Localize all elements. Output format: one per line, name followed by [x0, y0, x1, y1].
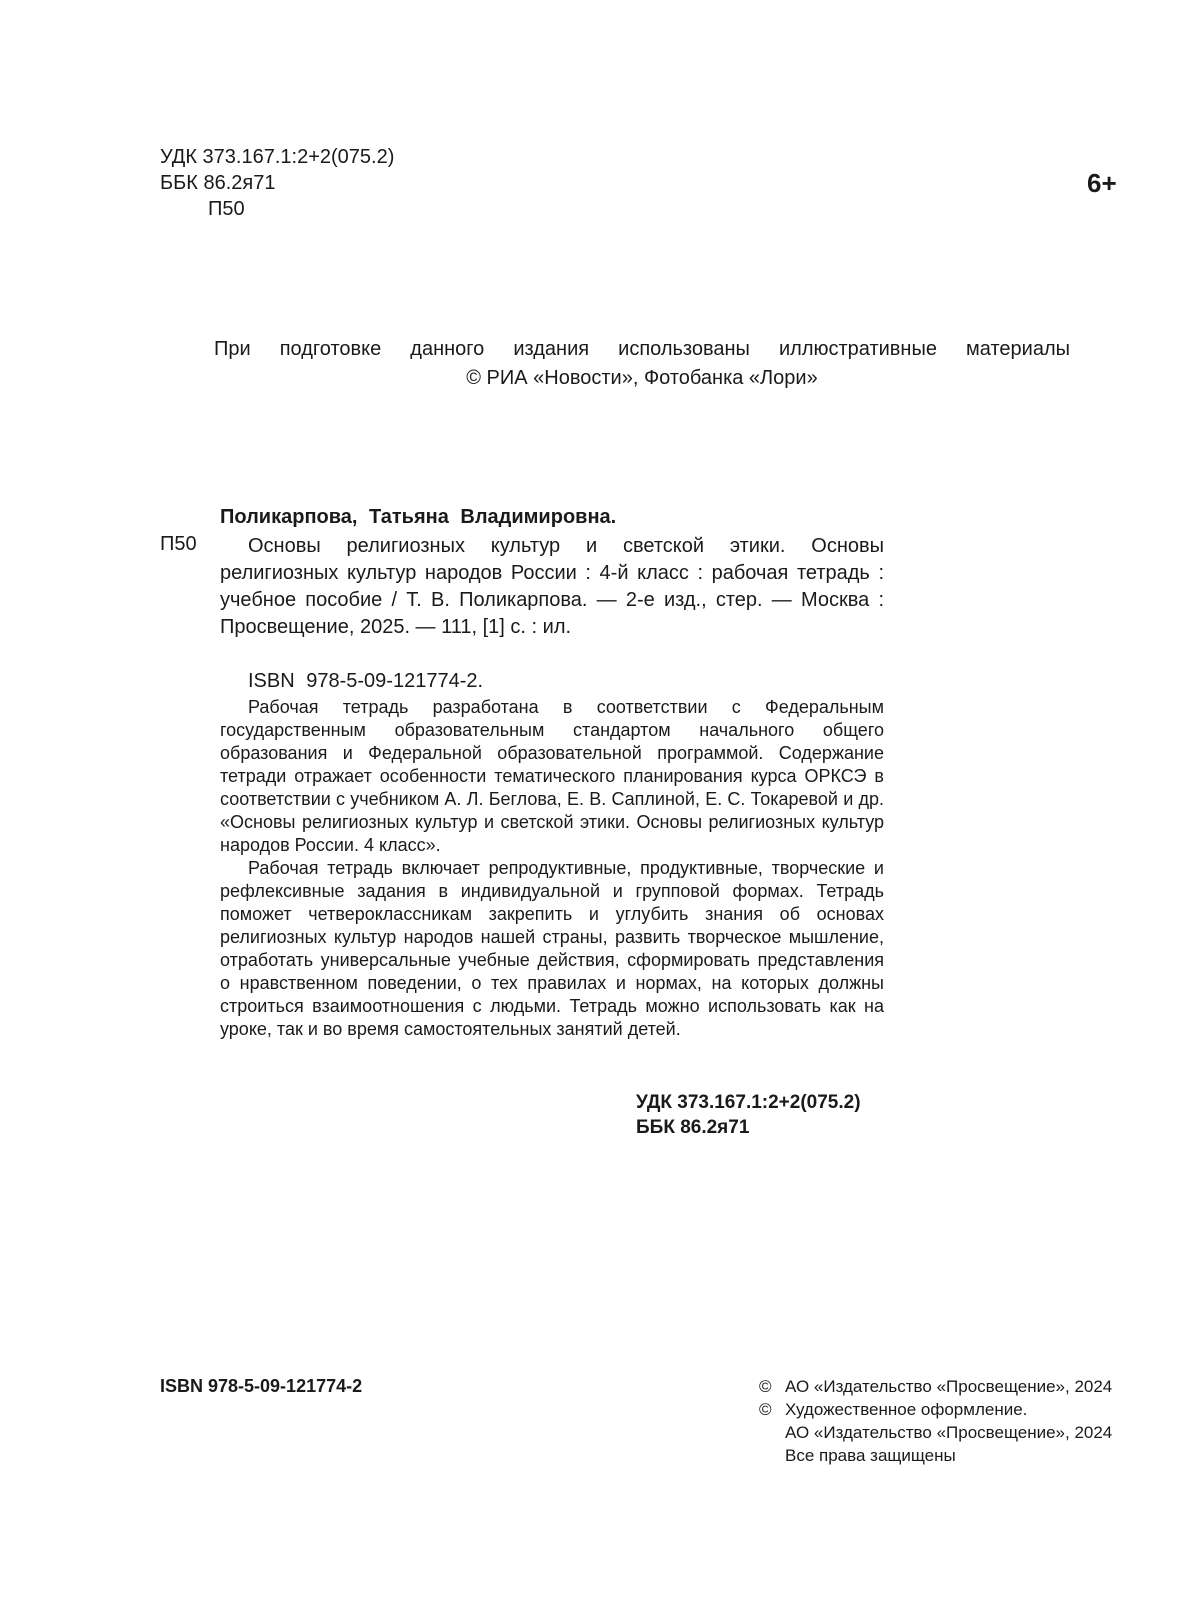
- rights-reserved: Все права защищены: [785, 1446, 956, 1465]
- annotation: [220, 696, 884, 1041]
- bbk-code: ББК 86.2я71: [160, 172, 276, 194]
- annotation-paragraph-2: Рабочая тетрадь включает репродуктивные, продуктивные, творческие и рефлексивные задания в индивидуальной и групповой формах. Тетрадь поможет четвероклассникам закрепить и углубить знания об основах религиозных культур народов нашей страны, развить творческое мышление, отработать универсальные учебные действия, сформировать представления о нравственном поведении, о тех правилах и нормах, на которых должны строиться взаимоотношения с людьми. Тетрадь можно использовать как на уроке, так и во время самостоятельных занятий детей.: [220, 858, 884, 1039]
- annotation-paragraph-1: Рабочая тетрадь разработана в соответствии с Федеральным государственным образовательным стандартом начального общего образования и Федеральной образовательной программой. Содержание тетради отражает особенности тематического планирования курса ОРКСЭ в соответствии с учебником А. Л. Беглова, Е. В. Саплиной, Е. С. Токаревой и др. «Основы религиозных культур и светской этики. Основы религиозных культур народов России. 4 класс».: [220, 697, 884, 855]
- illustration-credit-line-2: © РИА «Новости», Фотобанка «Лори»: [466, 367, 818, 389]
- record-title-text: Основы религиозных культур и светской этики. Основы религиозных культур народов России : 4-й класс : рабочая тетрадь : учебное пособие / Т. В. Поликарпова. — 2-е изд., стер. — Москва : Просвещение, 2025. — 111, [1] с. : ил.: [220, 535, 884, 638]
- illustration-credit-line-1: При подготовке данного издания использованы иллюстративные материалы: [214, 338, 1070, 360]
- udk-code: УДК 373.167.1:2+2(075.2): [160, 146, 395, 168]
- record-author: Поликарпова, Татьяна Владимировна.: [220, 506, 617, 528]
- copyright-publisher: АО «Издательство «Просвещение», 2024: [785, 1377, 1113, 1396]
- copyright-symbol-2: ©: [759, 1400, 772, 1419]
- copyright-symbol-1: ©: [759, 1377, 772, 1396]
- copyright-design: Художественное оформление.: [785, 1400, 1028, 1419]
- record-bbk-bold: ББК 86.2я71: [636, 1117, 750, 1138]
- footer-isbn: ISBN 978-5-09-121774-2: [160, 1376, 363, 1396]
- record-title-block: [220, 533, 884, 641]
- copyright-design-publisher: АО «Издательство «Просвещение», 2024: [785, 1423, 1113, 1442]
- record-udk-bold: УДК 373.167.1:2+2(075.2): [636, 1092, 861, 1113]
- age-rating: 6+: [1087, 168, 1117, 198]
- record-cipher: П50: [160, 533, 197, 555]
- record-isbn: ISBN 978-5-09-121774-2.: [248, 670, 484, 692]
- author-cipher: П50: [208, 198, 245, 220]
